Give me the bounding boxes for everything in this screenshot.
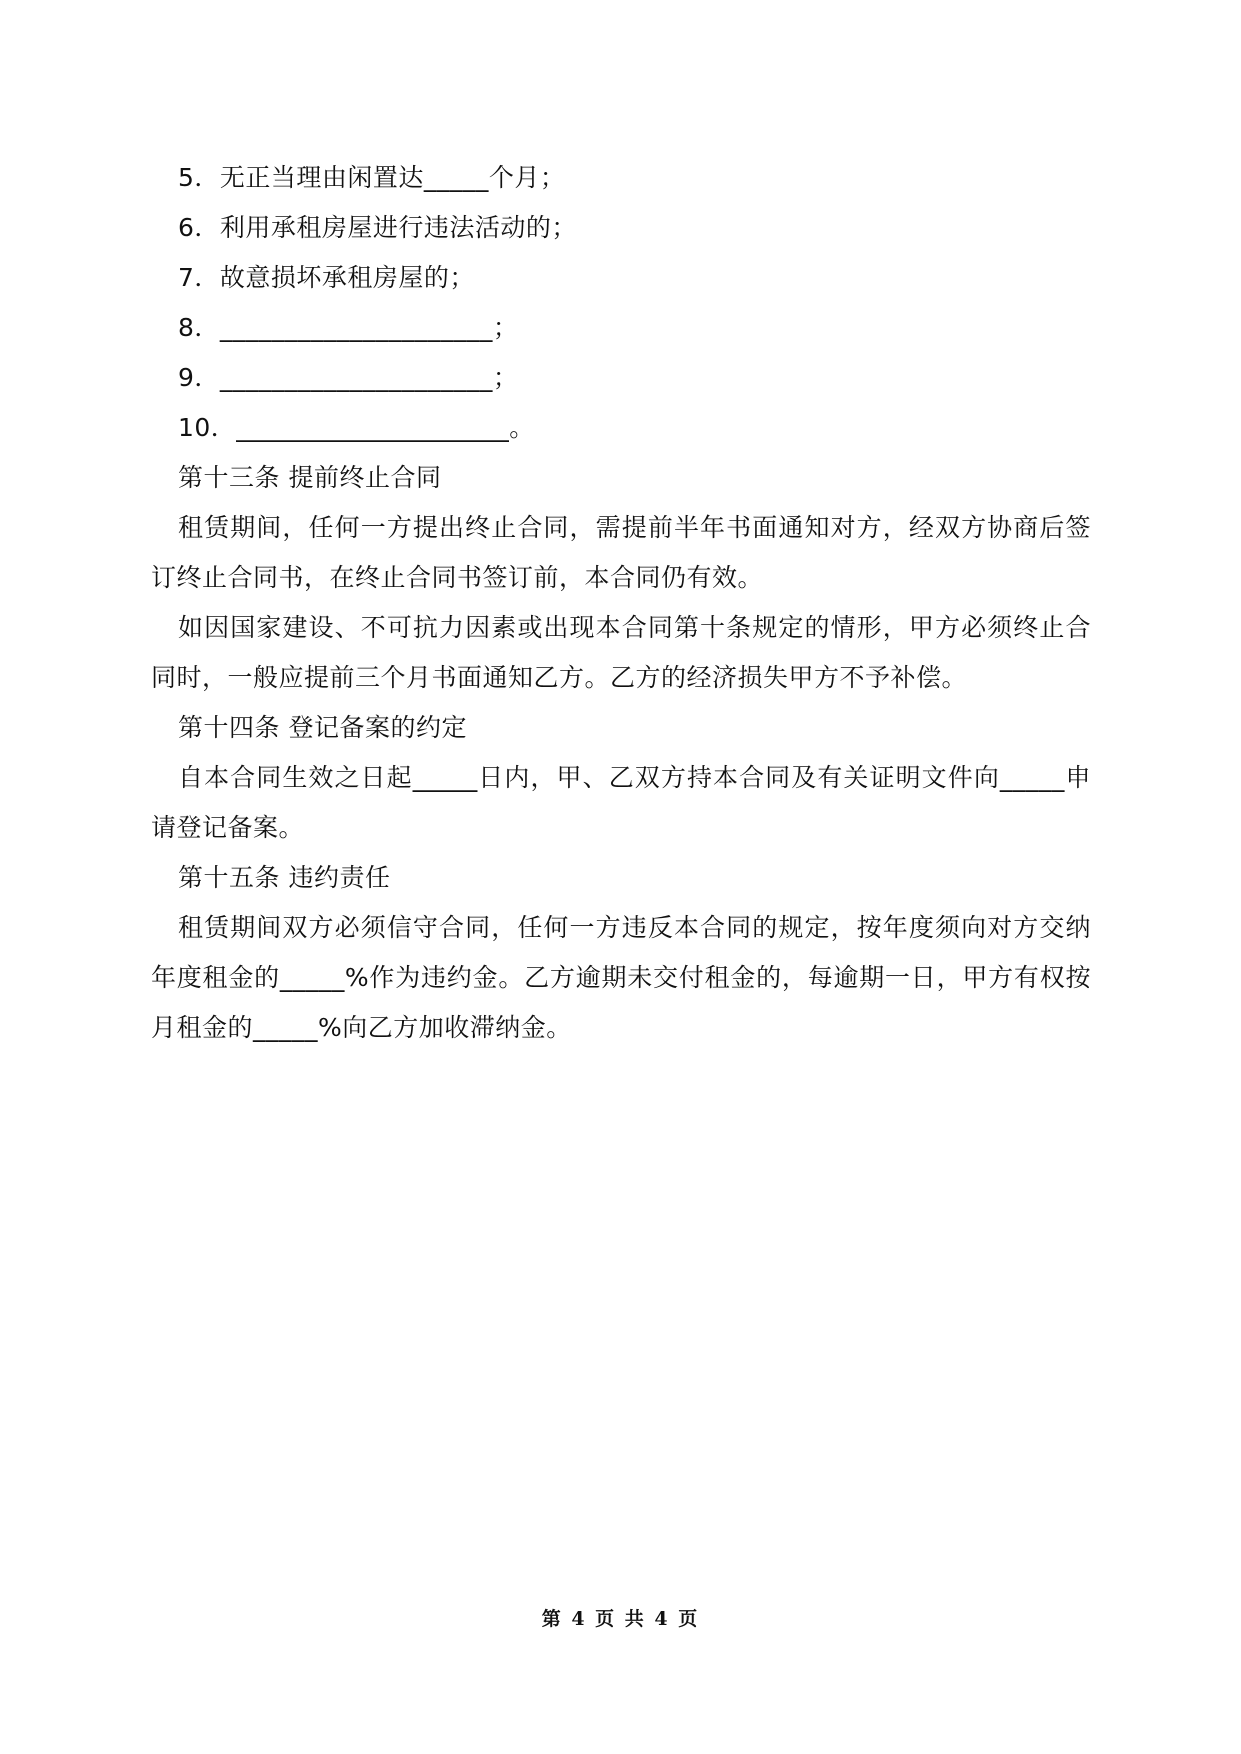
document-body xyxy=(151,153,1091,1053)
list-item: 8．_____________________； xyxy=(178,313,519,342)
list-item: 5．无正当理由闲置达_____个月； xyxy=(178,163,566,192)
article-14-paragraph-1: 自本合同生效之日起_____日内，甲、乙双方持本合同及有关证明文件向_____申请登记备案。 xyxy=(151,763,1091,842)
article-13-heading: 第十三条 提前终止合同 xyxy=(178,463,442,492)
list-item: 6．利用承租房屋进行违法活动的； xyxy=(178,213,577,242)
page-footer: 第 4 页 共 4 页 xyxy=(541,1608,700,1630)
article-13-paragraph-1: 租赁期间，任何一方提出终止合同，需提前半年书面通知对方，经双方协商后签订终止合同书，在终止合同书签订前，本合同仍有效。 xyxy=(151,513,1091,592)
list-item: 7．故意损坏承租房屋的； xyxy=(178,263,475,292)
list-item: 10．_____________________。 xyxy=(178,413,535,442)
article-15-paragraph-1: 租赁期间双方必须信守合同，任何一方违反本合同的规定，按年度须向对方交纳年度租金的_____%作为违约金。乙方逾期未交付租金的，每逾期一日，甲方有权按月租金的_____%向乙方加收滞纳金。 xyxy=(151,913,1091,1042)
list-item: 9．_____________________； xyxy=(178,363,519,392)
article-13-paragraph-2: 如因国家建设、不可抗力因素或出现本合同第十条规定的情形，甲方必须终止合同时，一般应提前三个月书面通知乙方。乙方的经济损失甲方不予补偿。 xyxy=(151,613,1091,692)
article-15-heading: 第十五条 违约责任 xyxy=(178,863,391,892)
article-14-heading: 第十四条 登记备案的约定 xyxy=(178,713,467,742)
